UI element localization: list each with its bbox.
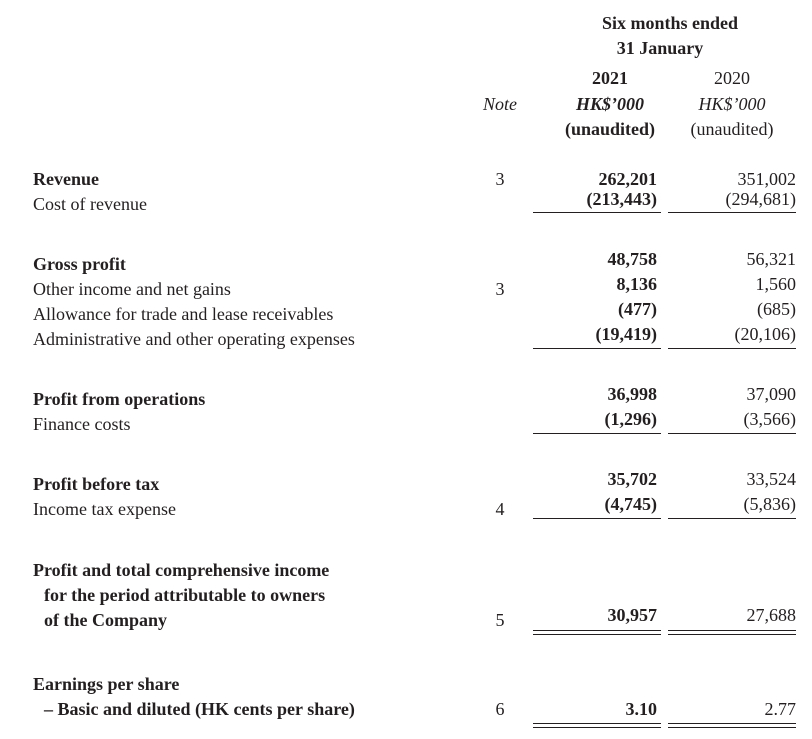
col-2020-year: 2020 [714,68,750,88]
note-column-header: Note [483,94,517,114]
admin-expenses-2021: (19,419) [595,324,657,344]
eps-2021: 3.10 [625,699,657,719]
profit-before-tax-label: Profit before tax [33,474,160,494]
other-income-note: 3 [495,279,505,299]
revenue-2021: 262,201 [598,169,657,189]
double-rule-2021 [533,630,661,631]
profit-before-tax-2021: 35,702 [607,469,657,489]
other-income-2021: 8,136 [616,274,657,294]
double-rule-2021 [533,727,661,728]
eps-label-line1: Earnings per share [33,674,180,694]
profit-total-note: 5 [495,610,505,630]
profit-total-label-line2: for the period attributable to owners [44,585,326,605]
profit-total-2021: 30,957 [607,605,657,625]
period-heading-line2: 31 January [616,38,704,58]
col-2021-status: (unaudited) [564,119,656,139]
profit-total-label-line3: of the Company [44,610,168,630]
admin-expenses-label: Administrative and other operating expenses [33,329,355,349]
cost-of-revenue-label: Cost of revenue [33,194,147,214]
profit-total-2020: 27,688 [746,605,796,625]
income-tax-2021: (4,745) [604,494,657,514]
double-rule-2020 [668,723,796,724]
cost-of-revenue-2020: (294,681) [725,189,796,209]
revenue-label: Revenue [33,169,99,189]
col-2020-unit: HK$’000 [698,94,766,114]
profit-total-label-line1: Profit and total comprehensive income [33,560,330,580]
subtotal-rule-2021 [533,348,661,349]
col-2021-unit: HK$’000 [575,94,644,114]
period-heading-line1: Six months ended [601,13,739,33]
allowance-label: Allowance for trade and lease receivables [33,304,334,324]
subtotal-rule-2021 [533,212,661,213]
eps-label-line2: – Basic and diluted (HK cents per share) [44,699,355,719]
profit-from-operations-2021: 36,998 [607,384,657,404]
double-rule-2020 [668,727,796,728]
income-tax-label: Income tax expense [33,499,176,519]
col-2021-year: 2021 [592,68,628,88]
gross-profit-label: Gross profit [33,254,126,274]
other-income-label: Other income and net gains [33,279,231,299]
allowance-2020: (685) [757,299,796,319]
eps-note: 6 [495,699,505,719]
double-rule-2021 [533,634,661,635]
subtotal-rule-2021 [533,518,661,519]
double-rule-2020 [668,634,796,635]
profit-from-operations-label: Profit from operations [33,389,206,409]
cost-of-revenue-2021: (213,443) [586,189,657,209]
gross-profit-2021: 48,758 [607,249,657,269]
finance-costs-label: Finance costs [33,414,131,434]
income-tax-2020: (5,836) [743,494,796,514]
admin-expenses-2020: (20,106) [734,324,796,344]
subtotal-rule-2020 [668,433,796,434]
profit-from-operations-2020: 37,090 [746,384,796,404]
revenue-note: 3 [495,169,505,189]
double-rule-2021 [533,723,661,724]
allowance-2021: (477) [618,299,657,319]
subtotal-rule-2020 [668,212,796,213]
double-rule-2020 [668,630,796,631]
col-2020-status: (unaudited) [690,119,774,139]
eps-2020: 2.77 [764,699,796,719]
gross-profit-2020: 56,321 [746,249,796,269]
profit-before-tax-2020: 33,524 [746,469,796,489]
subtotal-rule-2021 [533,433,661,434]
income-tax-note: 4 [495,499,505,519]
other-income-2020: 1,560 [755,274,796,294]
subtotal-rule-2020 [668,518,796,519]
subtotal-rule-2020 [668,348,796,349]
finance-costs-2020: (3,566) [743,409,796,429]
finance-costs-2021: (1,296) [604,409,657,429]
revenue-2020: 351,002 [737,169,796,189]
